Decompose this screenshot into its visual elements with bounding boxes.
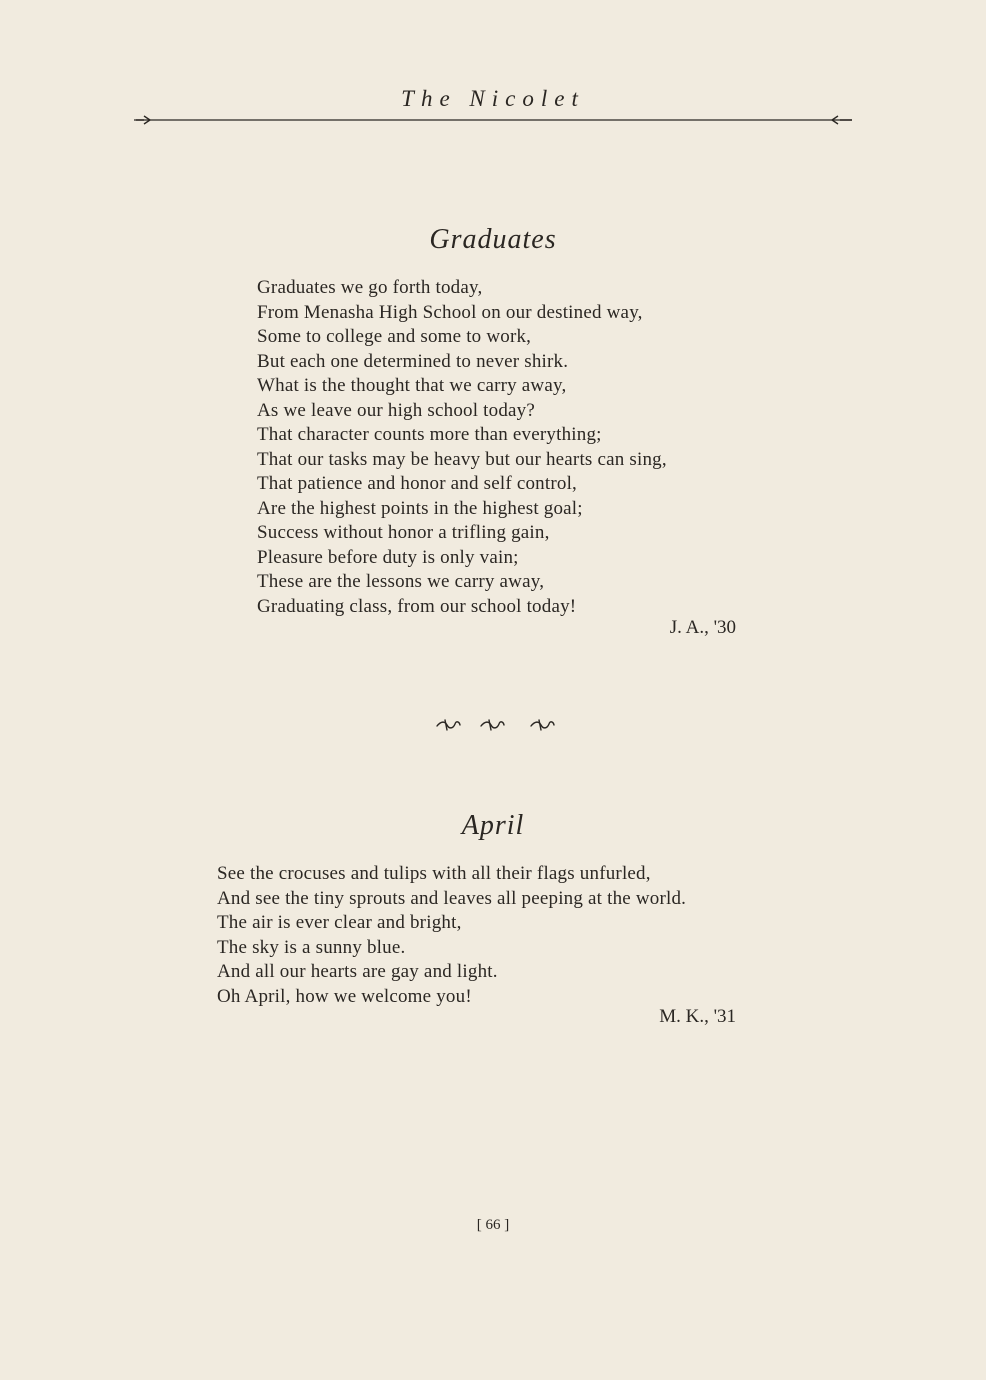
poem-line: Graduates we go forth today,	[257, 277, 483, 298]
poem-line: Success without honor a trifling gain,	[257, 522, 550, 543]
poem-line: That our tasks may be heavy but our hearts can sing,	[257, 448, 667, 470]
poem-line: That patience and honor and self control,	[257, 473, 578, 494]
poem-line: Some to college and some to work,	[257, 326, 532, 347]
poem-line: And see the tiny sprouts and leaves all peeping at the world.	[217, 887, 687, 909]
poem-line: The air is ever clear and bright,	[217, 912, 462, 933]
poem-title-april: April	[461, 810, 525, 841]
running-title: The Nicolet	[401, 86, 585, 111]
poem-graduates	[257, 276, 667, 619]
poem-line: The sky is a sunny blue.	[217, 936, 406, 958]
poem-line: And all our hearts are gay and light.	[217, 961, 498, 982]
poem-line: What is the thought that we carry away,	[257, 375, 567, 396]
poem-line: From Menasha High School on our destined way,	[257, 301, 643, 323]
poem-signature-april: M. K., '31	[659, 1006, 736, 1027]
poem-line: These are the lessons we carry away,	[257, 571, 545, 592]
poem-line: Oh April, how we welcome you!	[217, 985, 472, 1007]
header-rule	[134, 110, 854, 130]
poem-line: As we leave our high school today?	[257, 399, 536, 421]
section-divider-ornament	[433, 716, 557, 734]
poem-line: That character counts more than everything;	[257, 424, 602, 445]
poem-line: But each one determined to never shirk.	[257, 350, 569, 372]
poem-signature-graduates: J. A., '30	[669, 617, 736, 638]
poem-line: Graduating class, from our school today!	[257, 595, 577, 617]
poem-line: Are the highest points in the highest goal;	[257, 497, 583, 519]
poem-title-graduates: Graduates	[429, 224, 557, 255]
poem-line: Pleasure before duty is only vain;	[257, 546, 519, 568]
poem-april	[217, 862, 686, 1009]
poem-line: See the crocuses and tulips with all their flags unfurled,	[217, 863, 651, 884]
page-number: [ 66 ]	[476, 1217, 510, 1233]
